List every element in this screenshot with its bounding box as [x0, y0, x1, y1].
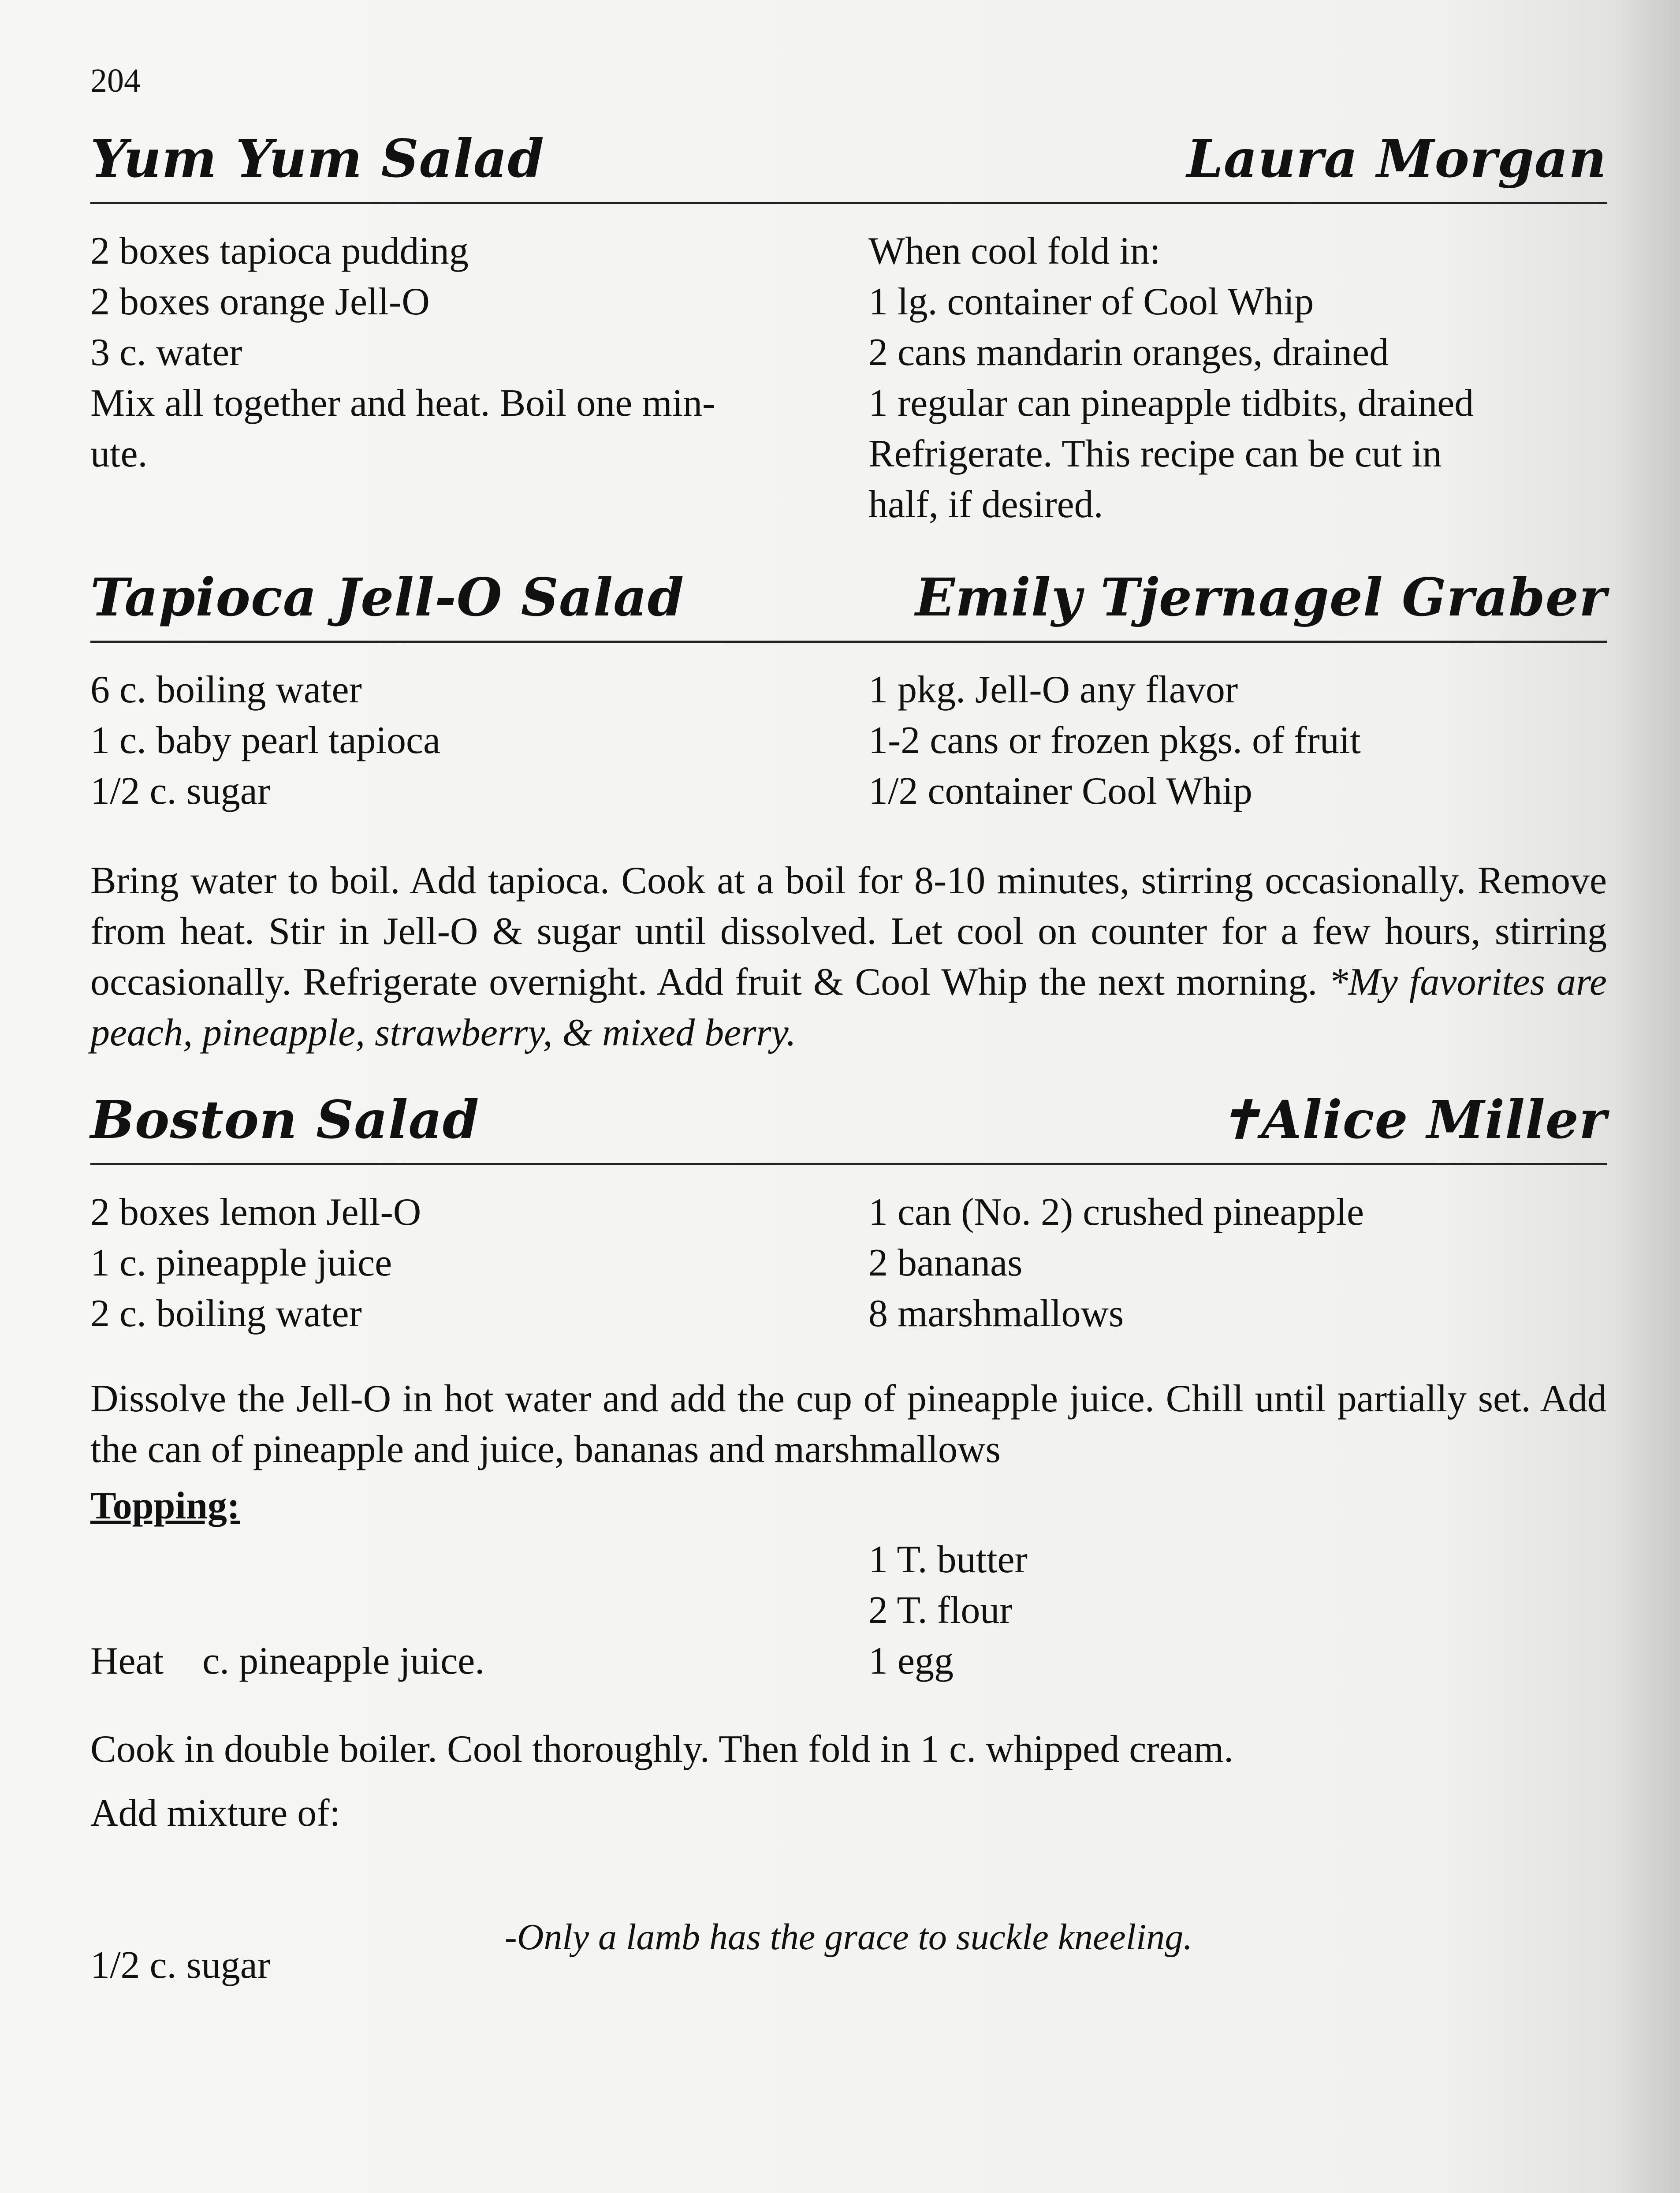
- ingredient-line: 2 boxes tapioca pudding: [90, 230, 469, 272]
- ingredient-line: 1 c. pineapple juice: [90, 1242, 392, 1284]
- recipe-header: [90, 567, 1607, 633]
- page-number: 204: [90, 62, 141, 99]
- ingredients-right: [868, 226, 1607, 530]
- ingredient-line: 8 marshmallows: [868, 1292, 1124, 1335]
- ingredient-line: 3 c. water: [90, 331, 242, 374]
- ingredient-line: 2 boxes lemon Jell-O: [90, 1191, 421, 1234]
- recipe-tapioca-jello-salad: [90, 567, 1607, 1054]
- topping-directions: Cook in double boiler. Cool thoroughly. Then fold in 1 c. whipped cream.: [90, 1728, 1234, 1771]
- ingredient-line: 1-2 cans or frozen pkgs. of fruit: [868, 719, 1361, 762]
- ingredient-line: 1/2 c. sugar: [90, 770, 271, 813]
- topping-line: Heat c. pineapple juice.: [90, 1640, 485, 1682]
- direction-line: half, if desired.: [868, 483, 1103, 526]
- title-divider: [90, 202, 1607, 204]
- recipe-title: Tapioca Jell-O Salad: [90, 567, 685, 628]
- topping-right: [868, 1534, 1607, 1686]
- topping-line: 1 egg: [868, 1640, 954, 1682]
- ingredient-line: When cool fold in:: [868, 230, 1161, 272]
- recipe-author: Laura Morgan: [1186, 128, 1607, 189]
- ingredient-line: 2 c. boiling water: [90, 1292, 362, 1335]
- title-divider: [90, 641, 1607, 643]
- topping-heading: Topping:: [90, 1484, 240, 1527]
- recipe-header: [90, 1089, 1607, 1155]
- topping-line: Add mixture of:: [90, 1792, 341, 1835]
- ingredient-line: 1 can (No. 2) crushed pineapple: [868, 1191, 1364, 1234]
- ingredient-line: 1/2 container Cool Whip: [868, 770, 1252, 813]
- ingredient-line: 1 pkg. Jell-O any flavor: [868, 668, 1238, 711]
- recipe-directions: [90, 855, 1607, 1058]
- ingredient-line: 1 regular can pineapple tidbits, drained: [868, 382, 1474, 425]
- title-divider: [90, 1163, 1607, 1165]
- ingredient-line: 6 c. boiling water: [90, 668, 362, 711]
- directions-text: Bring water to boil. Add tapioca. Cook at a boil for 8-10 minutes, stirring occasionally. Remove from heat. Stir in Jell-O & sugar until dissolved. Let cool on counter for a few hours, stirring occasionally. Refrigerate overnight. Add fruit & Cool Whip the next morning.: [90, 859, 1607, 1003]
- topping-line: 1 T. butter: [868, 1538, 1028, 1581]
- ingredient-line: 1 c. baby pearl tapioca: [90, 719, 441, 762]
- ingredient-line: 1 lg. container of Cool Whip: [868, 280, 1314, 323]
- recipe-author: Emily Tjernagel Graber: [915, 567, 1607, 628]
- recipe-yum-yum-salad: [90, 128, 1607, 526]
- topping-line: 1/2 c. sugar: [90, 1944, 271, 1987]
- ingredient-line: 2 cans mandarin oranges, drained: [868, 331, 1389, 374]
- topping-line: 2 T. flour: [868, 1589, 1013, 1632]
- direction-line: Mix all together and heat. Boil one min-: [90, 382, 715, 425]
- ingredients-right: [868, 1187, 1607, 1339]
- ingredient-line: 2 boxes orange Jell-O: [90, 280, 430, 323]
- topping-left: [90, 1534, 840, 2092]
- ingredients-left: [90, 664, 840, 817]
- ingredient-line: 2 bananas: [868, 1242, 1023, 1284]
- ingredients-left: [90, 226, 840, 479]
- ingredients-left: [90, 1187, 840, 1339]
- direction-line: ute.: [90, 433, 148, 475]
- recipe-author: ✝Alice Miller: [1217, 1089, 1607, 1150]
- page-quote: -Only a lamb has the grace to suckle kneeling.: [504, 1917, 1193, 1958]
- recipe-directions: Dissolve the Jell-O in hot water and add the cup of pineapple juice. Chill until partially set. Add the can of pineapple and juice, bananas and marshmallows: [90, 1377, 1607, 1471]
- direction-line: Refrigerate. This recipe can be cut in: [868, 433, 1442, 475]
- directions-note: *My favorites are peach, pineapple, strawberry, & mixed berry.: [90, 961, 1607, 1054]
- recipe-header: [90, 128, 1607, 194]
- ingredients-right: [868, 664, 1607, 817]
- recipe-title: Boston Salad: [90, 1089, 480, 1150]
- recipe-title: Yum Yum Salad: [90, 128, 544, 189]
